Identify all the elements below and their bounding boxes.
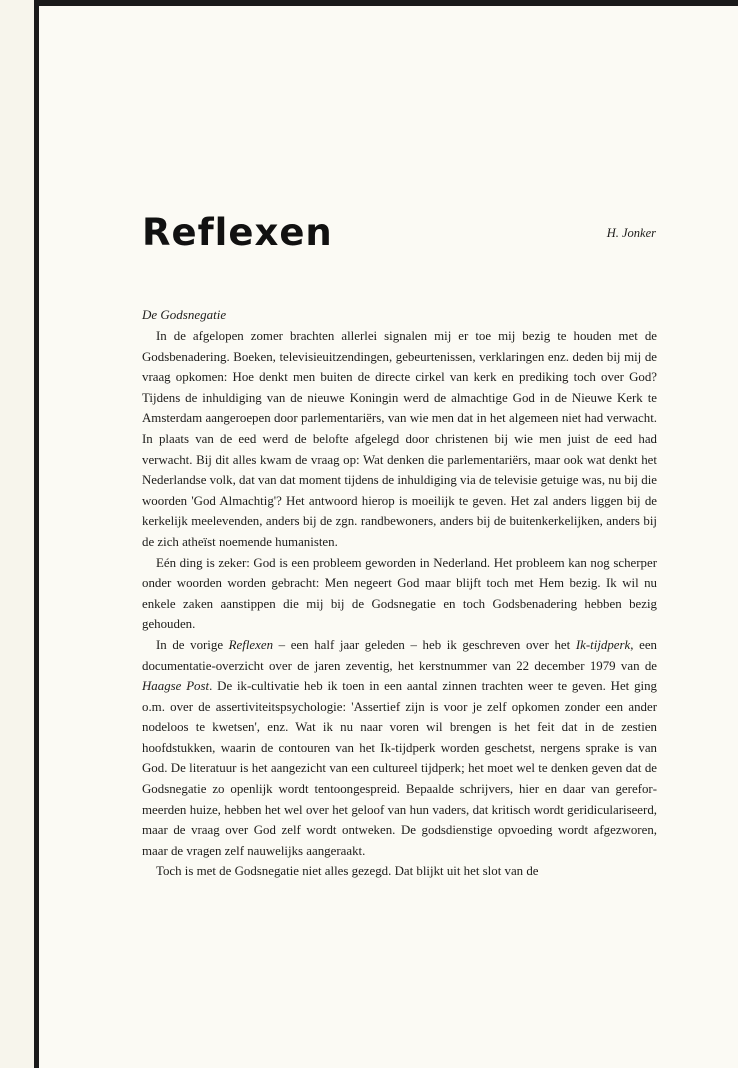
paragraph-text: In de afgelopen zomer brachten allerlei signalen mij er toe mij bezig te houden met de Godsbenadering. Boeken, televisieuitzendingen, gebeurtenissen, verklaringen enz. deden bij mij de vraag opkomen: Hoe denkt men buiten de directe cirkel van kerk en prediking toch over God? Tijdens de inhuldiging van de nieuwe Koningin werd de almachtige God in de Nieuwe Kerk te Amsterdam aangeroepen door parlementariërs, van wie men dat in het algemeen niet had verwacht. In plaats van de eed werd de belofte afgelegd door christenen bij wie men juist de eed had verwacht. Bij dit alles kwam de vraag op: Wat denken die parlementariërs, maar ook wat denkt het Nederlandse volk, dat van dat moment tijdens de inhuldiging via de televisie getuige was, nu bij die woorden 'God Almachtig'? Het antwoord hierop is moeilijk te geven. Het zal anders liggen bij de kerkelijk meelevenden, anders bij de zgn. randbewoners, anders bij de buitenkerkelijken, anders bij de zich atheïst noemende humanisten. — [142, 329, 657, 549]
paragraph-text: In de vorige — [156, 637, 229, 652]
body-paragraph — [142, 635, 657, 862]
paragraph-text: – een half jaar geleden – heb ik geschreven over het — [273, 637, 576, 652]
italic-title-text: Ik-tijdperk — [575, 637, 631, 652]
body-paragraph — [142, 553, 657, 635]
italic-title-text: Haagse Post — [142, 679, 210, 694]
paragraph-text: Toch is met de Godsnegatie niet alles gezegd. Dat blijkt uit het slot van de — [156, 864, 539, 879]
paragraph-text: , een documentatie-overzicht over de jaren zeventig, het kerstnummer van 22 december 1979 van de — [142, 637, 657, 673]
article-body — [142, 326, 657, 882]
paragraph-text: . De ik-cultivatie heb ik toen in een aantal zinnen trachten weer te geven. Het ging o.m. over de assertiviteitspsychologie: 'Assertief zijn is voor je zelf opkomen zonder een ander nodeloos te kwetsen', enz. Wat ik nu naar voren wil brengen is het feit dat in de zestien hoofdstukken, waarin de contouren van het Ik-tijdperk worden geschetst, nergens sprake is van God. De literatuur is het aangezicht van een cultureel tijdperk; het moet wel te denken geven dat de Godsnegatie zo openlijk wordt tentoongespreid. Bepaalde schrijvers, hier en daar van gereformeerden huize, hebben het wel over het geloof van hun vaders, dat kritisch wordt geridiculariseerd, maar de vraag over God zelf wordt ontweken. De godsdienstige opvoeding wordt afgezworen, maar de vragen zelf nauwelijks aangeraakt. — [142, 679, 657, 858]
body-paragraph — [142, 861, 657, 882]
italic-title-text: Reflexen — [228, 637, 274, 652]
paragraph-text: Eén ding is zeker: God is een probleem geworden in Nederland. Het probleem kan nog scherper onder woorden worden gebracht: Men negeert God maar blijft toch met Hem bezig. Ik wil nu enkele zaken aanstippen die mij bij de Godsnegatie en toch Godsbenadering hebben bezig gehouden. — [142, 555, 657, 632]
article-heading: Reflexen — [142, 211, 333, 254]
section-title: De Godsnegatie — [142, 307, 227, 322]
body-paragraph — [142, 326, 657, 553]
author-name: H. Jonker — [606, 226, 656, 240]
